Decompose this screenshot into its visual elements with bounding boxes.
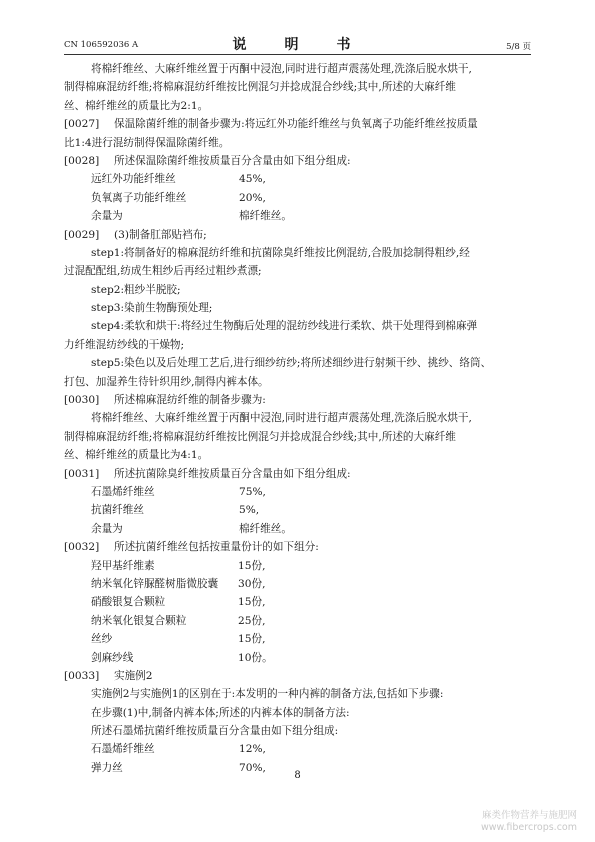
text-line: 实施例2与实施例1的区别在于:本发明的一种内裤的制备方法,包括如下步骤:: [91, 688, 444, 701]
paragraph-0032: [64, 538, 534, 556]
paragraph-0030: [64, 391, 534, 409]
text-line: 所述棉麻混纺纤维的制备步骤为:: [114, 394, 266, 407]
step-line: 打包、加湿养生待针织用纱,制得内裤本体。: [64, 375, 269, 388]
text-line: 将棉纤维丝、大麻纤维丝置于丙酮中浸泡,同时进行超声震荡处理,洗涤后脱水烘干,: [91, 63, 472, 75]
paragraph-tag: [0033]: [64, 669, 100, 682]
page-number: 8: [294, 770, 301, 781]
text-line: 保温除菌纤维的制备步骤为:将远红外功能纤维丝与负氧离子功能纤维丝按质量: [114, 118, 478, 131]
text-line: 丝、棉纤维丝的质量比为4:1。: [64, 449, 209, 462]
text-line: 实施例2: [114, 669, 153, 682]
component-name: 纳米氧化银复合颗粒: [91, 614, 187, 627]
composition-row: [64, 740, 534, 758]
text-line: 所述保温除菌纤维按质量百分含量由如下组分组成:: [114, 154, 351, 167]
paragraph-tag: [0029]: [64, 228, 100, 241]
document-body: [64, 60, 534, 777]
page-indicator: 5/8 页: [506, 42, 531, 52]
paragraph-0028: [64, 152, 534, 170]
component-name: 剑麻纱线: [91, 651, 134, 664]
step-line: 力纤维混纺纱线的干燥物;: [64, 338, 185, 351]
component-value: 15份,: [238, 633, 266, 646]
component-name: 硝酸银复合颗粒: [91, 596, 166, 609]
component-name: 纳米氧化锌脲醛树脂微胶囊: [91, 577, 219, 590]
text-line: 将棉纤维丝、大麻纤维丝置于丙酮中浸泡,同时进行超声震荡处理,洗涤后脱水烘干,: [91, 412, 472, 425]
component-name: 石墨烯纤维丝: [91, 743, 155, 756]
text-line: 所述抗菌除臭纤维按质量百分含量由如下组分组成:: [114, 467, 351, 480]
component-name: 石墨烯纤维丝: [91, 485, 155, 498]
component-value: 5%,: [239, 504, 260, 517]
composition-row: [64, 483, 534, 501]
component-name: 余量为: [91, 210, 123, 223]
text-line: 所述石墨烯抗菌纤维按质量百分含量由如下组分组成:: [91, 725, 339, 738]
paragraph-0029: [64, 226, 534, 244]
composition-row: [64, 649, 534, 667]
text-line: 在步骤(1)中,制备内裤本体;所述的内裤本体的制备方法:: [91, 706, 350, 719]
component-name: 远红外功能纤维丝: [91, 173, 176, 186]
component-value: 30份,: [238, 577, 266, 590]
component-value: 棉纤维丝。: [239, 210, 292, 223]
component-value: 10份。: [238, 651, 273, 664]
component-value: 25份,: [238, 614, 266, 627]
step-line: step5:染色以及后处理工艺后,进行细纱纺纱;将所述细纱进行射频干纱、挑纱、络筒、: [91, 357, 492, 370]
component-value: 15份,: [238, 596, 266, 609]
paragraph-tag: [0032]: [64, 541, 100, 554]
component-value: 15份,: [238, 559, 266, 572]
document-title: 说 明 书: [232, 37, 363, 53]
component-name: 抗菌纤维丝: [91, 504, 144, 517]
composition-row: [64, 630, 534, 648]
component-value: 45%,: [239, 173, 266, 186]
watermark-title: 麻类作物营养与施肥网: [481, 810, 577, 821]
paragraph-tag: [0028]: [64, 154, 100, 167]
component-name: 负氧离子功能纤维丝: [91, 191, 187, 204]
text-line: 比1:4进行混纺制得保温除菌纤维。: [64, 136, 230, 149]
watermark: [481, 810, 577, 834]
patent-number: CN 106592036 A: [64, 40, 139, 50]
component-name: 弹力丝: [91, 761, 123, 774]
component-value: 70%,: [239, 761, 266, 774]
composition-row: [64, 501, 534, 519]
text-line: 所述抗菌纤维丝包括按重量份计的如下组分:: [114, 541, 319, 554]
composition-row: [64, 520, 534, 538]
component-value: 20%,: [239, 191, 266, 204]
composition-row: [64, 593, 534, 611]
paragraph-0031: [64, 465, 534, 483]
composition-row: [64, 612, 534, 630]
composition-row: [64, 189, 534, 207]
paragraph-tag: [0031]: [64, 467, 100, 480]
composition-row: [64, 557, 534, 575]
component-value: 75%,: [239, 485, 266, 498]
component-value: 12%,: [239, 743, 266, 756]
header-divider: [64, 54, 531, 55]
paragraph-tag: [0027]: [64, 118, 100, 131]
text-line: (3)制备肛部贴裆布;: [114, 228, 207, 241]
text-line: 丝、棉纤维丝的质量比为2:1。: [64, 99, 209, 112]
page-header: [64, 34, 531, 54]
watermark-url: www.fibercrops.com: [480, 822, 577, 833]
step-line: 过混配配组,纺成生粗纱后再经过粗纱煮漂;: [64, 265, 262, 278]
step-line: step3:染前生物酶预处理;: [91, 302, 213, 315]
component-value: 棉纤维丝。: [239, 522, 292, 535]
text-line: 制得棉麻混纺纤维;将棉麻混纺纤维按比例混匀并捻成混合纱线;其中,所述的大麻纤维: [64, 81, 456, 94]
component-name: 丝纱: [91, 633, 113, 646]
paragraph-tag: [0030]: [64, 394, 100, 407]
component-name: 羟甲基纤维素: [91, 559, 155, 572]
text-line: 制得棉麻混纺纤维;将棉麻混纺纤维按比例混匀并捻成混合纱线;其中,所述的大麻纤维: [64, 430, 456, 443]
composition-row: [64, 170, 534, 188]
component-name: 余量为: [91, 522, 123, 535]
composition-row: [64, 575, 534, 593]
paragraph-0027: [64, 115, 534, 133]
step-line: step4:柔软和烘干:将经过生物酶后处理的混纺纱线进行柔软、烘干处理得到棉麻弹: [91, 320, 478, 333]
step-line: step1:将制备好的棉麻混纺纤维和抗菌除臭纤维按比例混纺,合股加捻制得粗纱,经: [91, 246, 470, 259]
composition-row: [64, 207, 534, 225]
paragraph-0033: [64, 667, 534, 685]
step-line: step2:粗纱半脱胶;: [91, 283, 181, 296]
